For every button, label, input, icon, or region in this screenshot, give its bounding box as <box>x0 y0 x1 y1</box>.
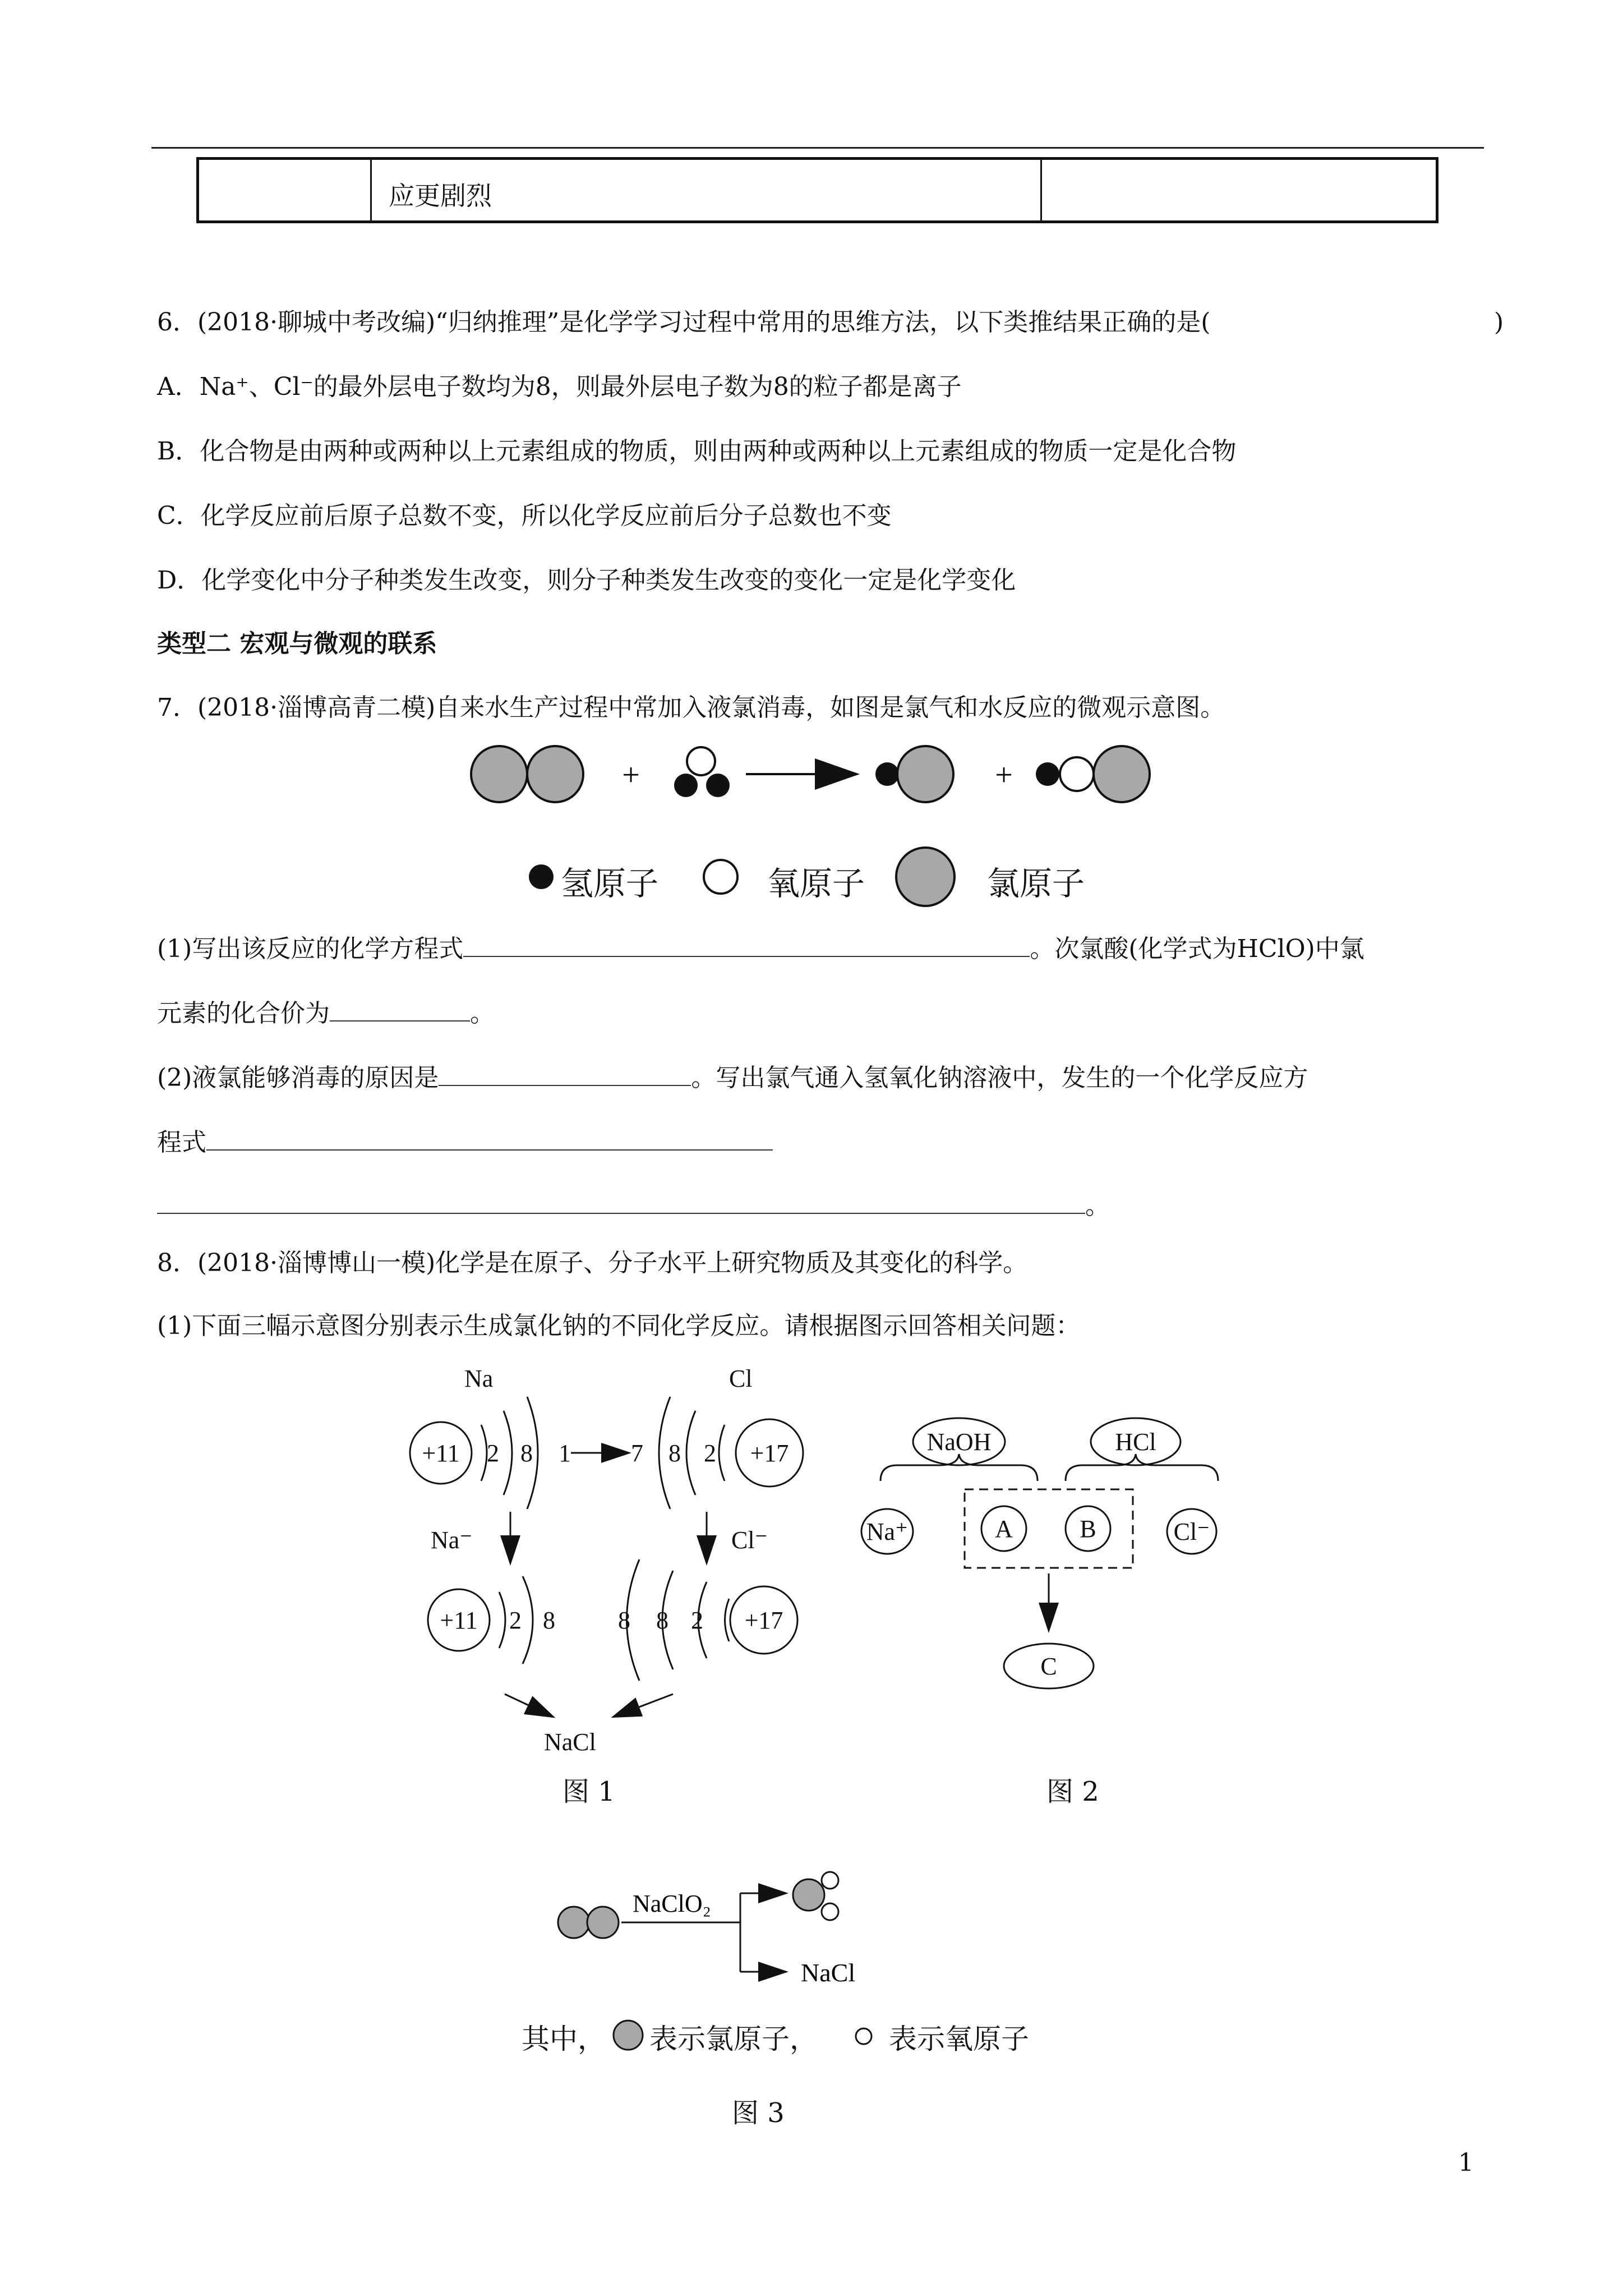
cl-atom <box>558 1907 589 1938</box>
h-atom <box>674 774 698 797</box>
reacting-ions-box <box>965 1489 1133 1568</box>
q7-part1-cont <box>157 996 495 1030</box>
q7-part1-text-a: (1)写出该反应的化学方程式 <box>157 935 464 963</box>
na-ion-nucleus-charge: +11 <box>440 1607 478 1634</box>
cl-shell-2: 8 <box>668 1439 681 1467</box>
cl-atom <box>587 1907 619 1938</box>
na-label: Na <box>464 1365 494 1392</box>
answer-blank[interactable] <box>206 1125 773 1151</box>
answer-blank[interactable] <box>439 1060 691 1086</box>
fig3-legend-cl: 表示氯原子， <box>649 2023 818 2055</box>
h-atom <box>529 864 554 889</box>
na-ion-shell-1: 2 <box>509 1607 522 1634</box>
q7-part2-text-c: 程式 <box>157 1128 206 1157</box>
h-atom <box>875 762 899 786</box>
cl-ion: Cl⁻ <box>1173 1518 1210 1545</box>
o-atom <box>822 1903 838 1920</box>
q7-part2-text-b: 。写出氯气通入氢氧化钠溶液中，发生的一个化学反应方 <box>691 1064 1308 1092</box>
naoh-label: NaOH <box>926 1428 992 1456</box>
cl-atom <box>1094 746 1150 802</box>
q7-part1-text-d: 。 <box>470 999 495 1028</box>
answer-blank[interactable] <box>157 1188 1085 1214</box>
q7-part2 <box>157 1060 1308 1095</box>
cl-ion-shell-2: 8 <box>656 1607 668 1634</box>
fig3-legend-o: 表示氧原子 <box>889 2023 1029 2055</box>
q7-part2-text-a: (2)液氯能够消毒的原因是 <box>157 1064 439 1092</box>
hcl-label: HCl <box>1115 1428 1156 1456</box>
legend-oxygen: 氧原子 <box>767 864 865 903</box>
product-c-label: C <box>1040 1653 1057 1680</box>
na-nucleus-charge: +11 <box>422 1439 460 1467</box>
table-divider-1 <box>370 160 372 220</box>
q7-part2-cont2 <box>157 1188 1110 1223</box>
fig3-legend-cl-symbol <box>611 2018 645 2052</box>
product-arrow <box>614 1694 673 1717</box>
figure-2 <box>858 1414 1251 1711</box>
header-rule <box>151 147 1484 149</box>
legend-chlorine: 氯原子 <box>987 864 1085 903</box>
o-atom <box>704 860 737 894</box>
q8-stem: 8．(2018·淄博博山一模)化学是在原子、分子水平上研究物质及其变化的科学。 <box>157 1249 1028 1277</box>
h-atom <box>1036 762 1059 786</box>
figure-2-caption: 图 2 <box>1046 1776 1099 1807</box>
q6-option-c: C．化学反应前后原子总数不变，所以化学反应前后分子总数也不变 <box>157 501 892 530</box>
ion-b-label: B <box>1080 1515 1096 1543</box>
nacl-product: NaCl <box>544 1728 596 1756</box>
q6-option-a: A．Na⁺、Cl⁻的最外层电子数均为8，则最外层电子数为8的粒子都是离子 <box>157 372 962 401</box>
q7-part2-cont <box>157 1125 773 1159</box>
q6-option-b: B．化合物是由两种或两种以上元素组成的物质，则由两种或两种以上元素组成的物质一定是化合物 <box>157 437 1237 466</box>
o-atom <box>687 747 715 775</box>
nacl-product: NaCl <box>801 1958 856 1987</box>
fig3-legend-prefix: 其中， <box>522 2023 606 2055</box>
q6-option-d: D．化学变化中分子种类发生改变，则分子种类发生改变的变化一定是化学变化 <box>157 566 1016 595</box>
cl-ion-label: Cl⁻ <box>731 1526 768 1554</box>
na-shell-3: 1 <box>559 1439 571 1467</box>
cl-atom <box>896 848 955 906</box>
o-atom <box>822 1872 838 1889</box>
cl-label: Cl <box>729 1365 753 1392</box>
figure-3 <box>550 1868 897 2003</box>
q7-reaction-diagram <box>460 729 1189 819</box>
cl-atom <box>897 746 953 802</box>
plus-sign: + <box>995 758 1013 793</box>
cl-ion-shell-1: 8 <box>618 1607 630 1634</box>
o-atom <box>1060 757 1094 791</box>
table-divider-2 <box>1040 160 1042 220</box>
q6-stem <box>157 306 1210 339</box>
cl-nucleus-charge: +17 <box>750 1439 789 1467</box>
q6-stem-text: 6．(2018·聊城中考改编)“归纳推理”是化学学习过程中常用的思维方法，以下类推结果正确的是( <box>157 308 1211 337</box>
legend-hydrogen: 氢原子 <box>561 864 659 903</box>
page-number: 1 <box>1458 2148 1474 2177</box>
q7-part1-text-b: 。次氯酸(化学式为HClO)中氯 <box>1030 935 1364 963</box>
answer-table <box>196 157 1438 223</box>
plus-sign: + <box>622 758 640 793</box>
q7-part1-text-c: 元素的化合价为 <box>157 999 330 1028</box>
reagent-label: NaClO₂ <box>633 1890 711 1917</box>
figure-1 <box>393 1352 897 1789</box>
cl-shell-3: 2 <box>704 1439 716 1467</box>
q7-part1 <box>157 931 1364 966</box>
na-shell-1: 2 <box>487 1439 499 1467</box>
cl-ion-nucleus-charge: +17 <box>744 1607 783 1634</box>
q7-stem: 7．(2018·淄博高青二模)自来水生产过程中常加入液氯消毒，如图是氯气和水反应的微观示意图。 <box>157 693 1225 722</box>
cl-ion-shell-3: 2 <box>691 1607 703 1634</box>
product-arrow <box>505 1694 552 1717</box>
figure-3-caption: 图 3 <box>732 2097 785 2129</box>
h-atom <box>706 774 730 797</box>
na-ion-shell-2: 8 <box>543 1607 555 1634</box>
answer-blank[interactable] <box>330 996 470 1022</box>
q8-sub1: (1)下面三幅示意图分别表示生成氯化钠的不同化学反应。请根据图示回答相关问题： <box>157 1312 1081 1340</box>
ion-a-label: A <box>995 1515 1013 1543</box>
q7-part2-text-d: 。 <box>1085 1191 1110 1220</box>
na-ion-label: Na⁻ <box>431 1526 473 1554</box>
q6-paren-close: ) <box>1494 308 1504 337</box>
table-cell-text: 应更剧烈 <box>389 181 492 211</box>
na-shell-2: 8 <box>520 1439 533 1467</box>
answer-blank[interactable] <box>463 931 1030 957</box>
figure-1-caption: 图 1 <box>562 1776 615 1807</box>
fig3-legend-o-symbol <box>852 2025 875 2047</box>
na-ion: Na⁺ <box>866 1518 909 1545</box>
section-title: 类型二 宏观与微观的联系 <box>157 629 437 658</box>
cl-shell-1: 7 <box>631 1439 643 1467</box>
cl-atom <box>471 746 527 802</box>
cl-atom <box>527 746 583 802</box>
cl-atom <box>793 1879 824 1911</box>
